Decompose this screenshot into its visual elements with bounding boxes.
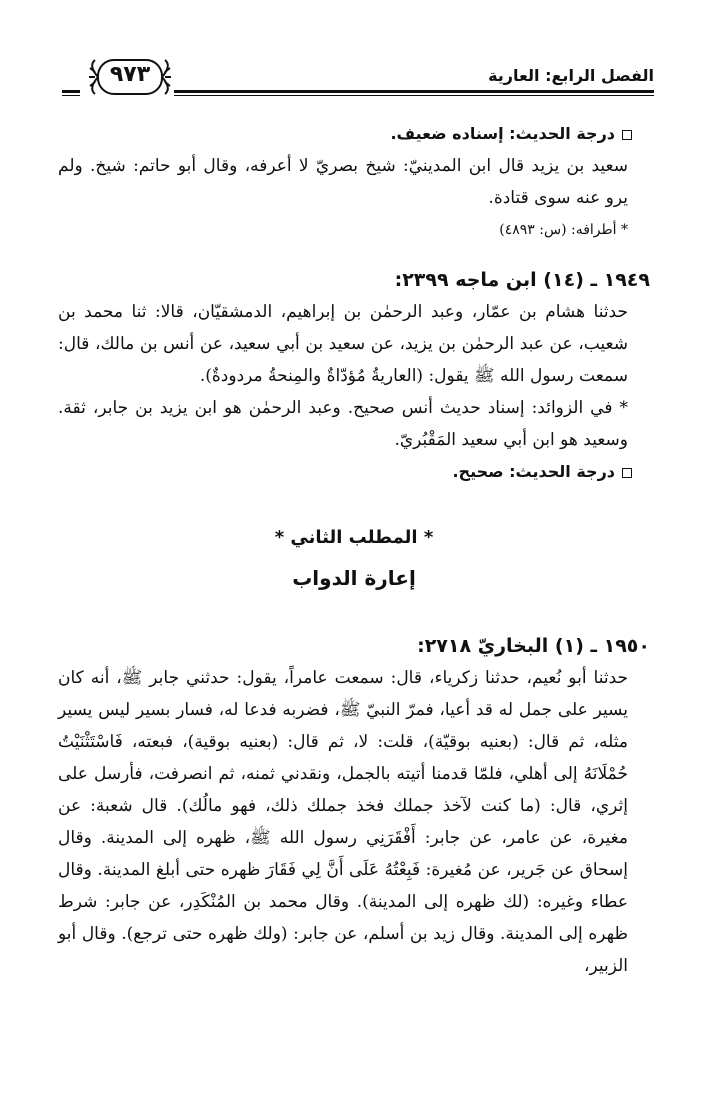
page-number-badge (86, 56, 174, 98)
hadith-1950-heading: ١٩٥٠ ـ (١) البخاريّ ٢٧١٨: (417, 635, 650, 657)
section-title: * المطلب الثاني * (274, 527, 434, 548)
hadith-1949-heading: ١٩٤٩ ـ (١٤) ابن ماجه ٢٣٩٩: (394, 269, 650, 291)
chapter-title: الفصل الرابع: العارية (488, 66, 654, 85)
square-bullet-icon (622, 130, 632, 140)
narrator-note: سعيد بن يزيد قال ابن المدينيّ: شيخ بصريّ لا أعرفه، وقال أبو حاتم: شيخ. ولم يرو عنه سوى قتادة. (58, 156, 628, 208)
hadith-1949-text: حدثنا هشام بن عمّار، وعبد الرحمٰن بن إبراهيم، الدمشقيّان، قالا: ثنا محمد بن شعيب، عن عبد الرحمٰن بن يزيد، عن سعيد بن أبي سعيد، عن أنس بن مالك، قال: سمعت رسول الله ﷺ يقول: (العاريةُ مُؤدّاةٌ والمِنحةُ مردودةٌ). (58, 302, 628, 386)
hadith-grade-sahih: درجة الحديث: صحيح. (58, 456, 650, 488)
zawaid-note: * في الزوائد: إسناد حديث أنس صحيح. وعبد الرحمٰن هو ابن يزيد بن جابر، ثقة. وسعيد هو ابن أبي سعيد المَقْبُريّ. (58, 398, 628, 450)
page-content (58, 118, 650, 982)
page-number: ٩٧٣ (109, 62, 151, 87)
atraf-reference: * أطرافه: (س: ٤٨٩٣) (499, 222, 628, 238)
page-header (62, 56, 654, 100)
header-rule-left (62, 90, 80, 96)
hadith-grade-weak: درجة الحديث: إسناده ضعيف. (58, 118, 650, 150)
header-rule (174, 90, 654, 96)
square-bullet-icon (622, 468, 632, 478)
hadith-1950-text: حدثنا أبو نُعيم، حدثنا زكرياء، قال: سمعت عامراً، يقول: حدثني جابر ﷺ، أنه كان يسير على جمل له قد أعيا، فمرّ النبيّ ﷺ، فضربه فدعا له، فسار بسير ليس يسير مثله، ثم قال: (بعنيه بوقيّة)، قلت: لا، ثم قال: (بعنيه بوقية)، فبعته، فَاسْتَثْنَيْتُ حُمْلَانَهُ إلى أهلي، فلمّا قدمنا أتيته بالجمل، ونقدني ثمنه، ثم انصرفت، فأرسل على إثري، قال: (ما كنت لآخذ جملك فخذ جملك ذلك، فهو مالُك). قال شعبة: عن مغيرة، عن عامر، عن جابر: أَفْقَرَنِي رسول الله ﷺ، ظهره إلى المدينة. وقال إسحاق عن جَرير، عن مُغيرة: فَبِعْتُهُ عَلَى أَنَّ لِي فَقَارَ ظهره حتى أبلغ المدينة. وقال عطاء وغيره: (لك ظهره إلى المدينة). وقال محمد بن المُنْكَدِر، عن جابر: شرط ظهره إلى المدينة. وقال زيد بن أسلم، عن جابر: (ولك ظهره حتى ترجع). وقال أبو الزبير، (58, 668, 628, 976)
subsection-title: إعارة الدواب (292, 566, 416, 590)
